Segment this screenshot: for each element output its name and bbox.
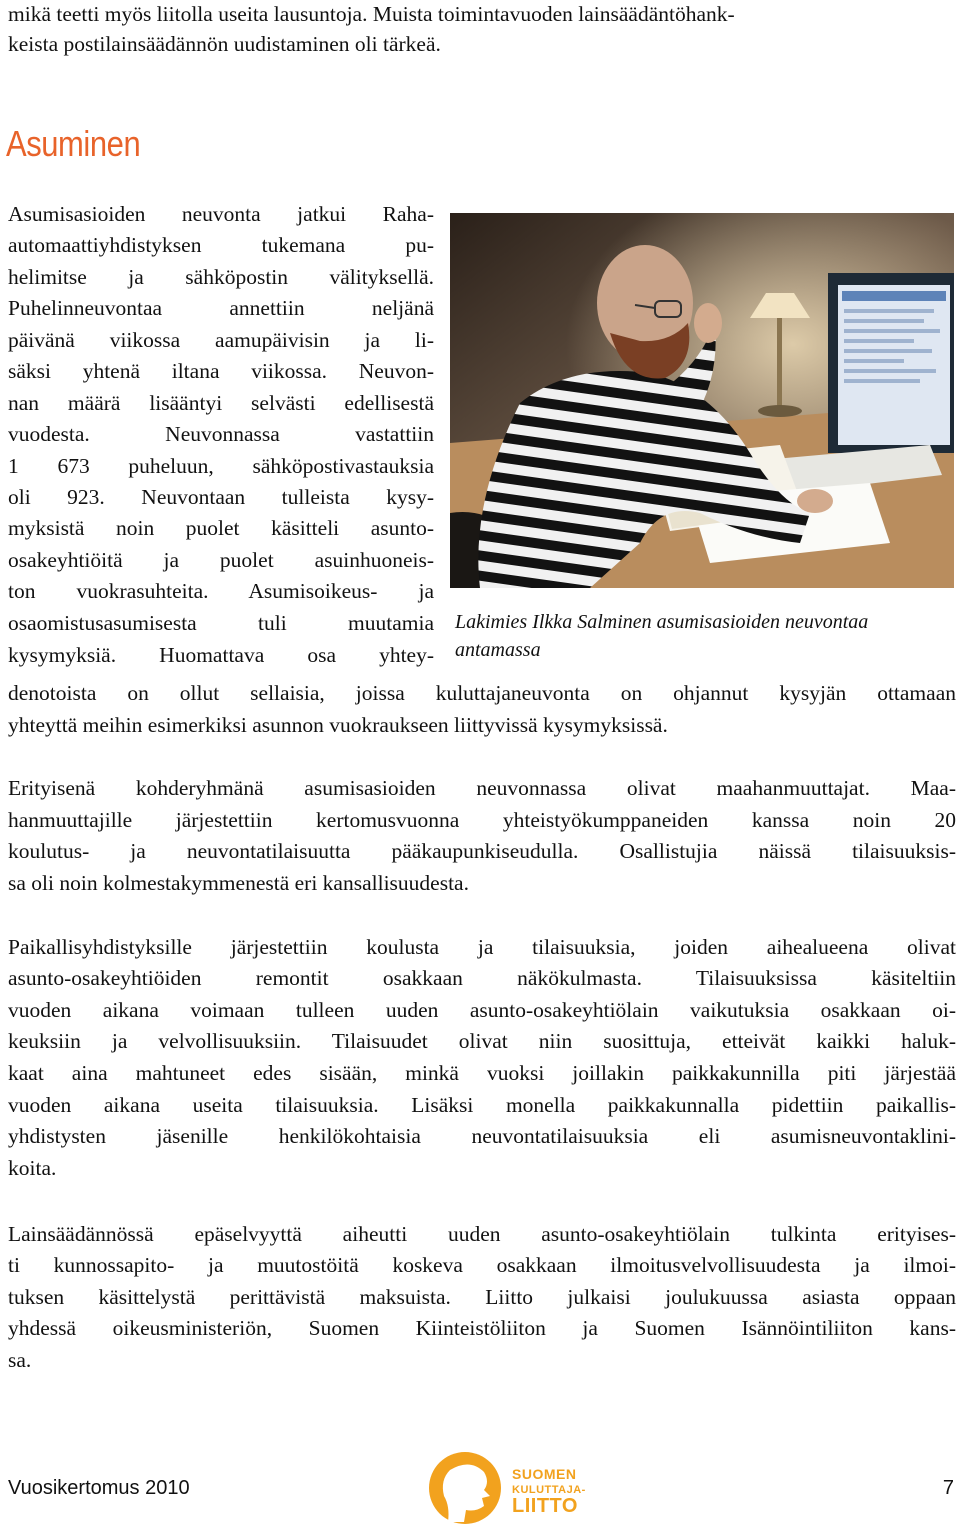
- text-line: osaomistusasumisesta tuli muutamia: [8, 611, 434, 635]
- text-line: vuoden aikana voimaan tulleen uuden asunto-osakeyhtiölain vaikutuksia osakkaan oi-: [8, 998, 956, 1022]
- text-line: sa oli noin kolmestakymmenestä eri kansallisuudesta.: [8, 871, 469, 895]
- text-line: Puhelinneuvontaa annettiin neljänä: [8, 296, 434, 320]
- text-line: hanmuuttajille järjestettiin kertomusvuonna yhteistyökumppaneiden kanssa noin 20: [8, 808, 956, 832]
- text-line: vuoden aikana useita tilaisuuksia. Lisäksi monella paikkakunnalla pidettiin paikallis-: [8, 1093, 956, 1117]
- text-line: yhteyttä meihin esimerkiksi asunnon vuokraukseen liittyvissä kysymyksissä.: [8, 713, 668, 737]
- photo-lawyer-at-desk: [450, 213, 954, 588]
- text-line: helimitse ja sähköpostin välityksellä.: [8, 265, 434, 289]
- photo-illustration: [450, 213, 954, 588]
- kuluttajaliitto-logo: [420, 1450, 586, 1525]
- text-line: oli 923. Neuvontaan tulleista kysy-: [8, 485, 434, 509]
- intro-line-1: mikä teetti myös liitolla useita lausuntoja. Muista toimintavuoden lainsäädäntöhank-: [8, 2, 735, 26]
- text-line: osakeyhtiöitä ja puolet asuinhuoneis-: [8, 548, 434, 572]
- text-line: 1 673 puheluun, sähköpostivastauksia: [8, 454, 434, 478]
- text-line: denotoista on ollut sellaisia, joissa kuluttajaneuvonta on ohjannut kysyjän ottamaan: [8, 681, 956, 705]
- text-line: kaat aina mahtuneet edes sisään, minkä vuoksi joillakin paikkakunnilla piti järjestää: [8, 1061, 956, 1085]
- footer-report-title: Vuosikertomus 2010: [8, 1477, 190, 1499]
- text-line: säksi yhtenä iltana viikossa. Neuvon-: [8, 359, 434, 383]
- logo-head-icon: [420, 1450, 510, 1525]
- logo-text-line: LIITTO: [512, 1495, 578, 1517]
- text-line: koulutus- ja neuvontatilaisuutta pääkaupunkiseudulla. Osallistujia näissä tilaisuuksis-: [8, 839, 956, 863]
- logo-text-line: SUOMEN: [512, 1466, 577, 1482]
- text-line: sa.: [8, 1348, 32, 1372]
- text-line: Erityisenä kohderyhmänä asumisasioiden neuvonnassa olivat maahanmuuttajat. Maa-: [8, 776, 956, 800]
- logo-text-line: KULUTTAJA-: [512, 1484, 586, 1496]
- text-line: ti kunnossapito- ja muutostöitä koskeva osakkaan ilmoitusvelvollisuudesta ja ilmoi-: [8, 1253, 956, 1277]
- photo-caption: Lakimies Ilkka Salminen asumisasioiden neuvontaa antamassa: [455, 611, 869, 661]
- text-line: Asumisasioiden neuvonta jatkui Raha-: [8, 202, 434, 226]
- text-line: päivänä viikossa aamupäivisin ja li-: [8, 328, 434, 352]
- text-line: yhdessä oikeusministeriön, Suomen Kiinteistöliiton ja Suomen Isännöintiliiton kans-: [8, 1316, 956, 1340]
- text-line: Paikallisyhdistyksille järjestettiin koulusta ja tilaisuuksia, joiden aihealueena olivat: [8, 935, 956, 959]
- text-line: Lainsäädännössä epäselvyyttä aiheutti uuden asunto-osakeyhtiölain tulkinta erityises-: [8, 1222, 956, 1246]
- text-line: nan määrä lisääntyi selvästi edellisestä: [8, 391, 434, 415]
- text-line: vuodesta. Neuvonnassa vastattiin: [8, 422, 434, 446]
- text-line: yhdistysten jäsenille henkilökohtaisia neuvontatilaisuuksia eli asumisneuvontaklini-: [8, 1124, 956, 1148]
- intro-line-2: keista postilainsäädännön uudistaminen oli tärkeä.: [8, 32, 441, 56]
- text-line: ton vuokrasuhteita. Asumisoikeus- ja: [8, 579, 434, 603]
- text-line: keuksiin ja velvollisuuksiin. Tilaisuudet olivat niin suosittuja, etteivät kaikki haluk-: [8, 1029, 956, 1053]
- page-number: 7: [942, 1477, 954, 1499]
- text-line: koita.: [8, 1156, 57, 1180]
- section-title: Asuminen: [6, 123, 141, 164]
- text-line: tuksen käsittelystä perittävistä maksuista. Liitto julkaisi joulukuussa asiasta oppaan: [8, 1285, 956, 1309]
- text-line: myksistä noin puolet käsitteli asunto-: [8, 516, 434, 540]
- text-line: automaattiyhdistyksen tukemana pu-: [8, 233, 434, 257]
- text-line: asunto-osakeyhtiöiden remontit osakkaan näkökulmasta. Tilaisuuksissa käsiteltiin: [8, 966, 956, 990]
- text-line: kysymyksiä. Huomattava osa yhtey-: [8, 643, 434, 667]
